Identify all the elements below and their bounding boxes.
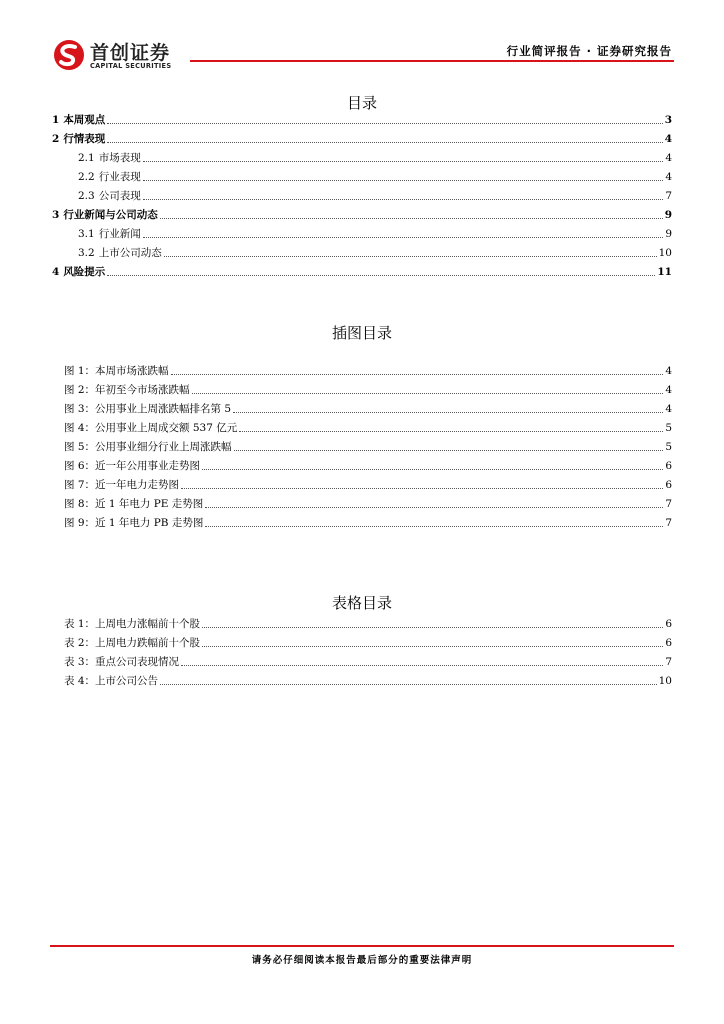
footer-divider	[50, 945, 674, 947]
figure-item[interactable]: 图 6：近一年公用事业走势图 6	[64, 460, 672, 472]
table-item[interactable]: 表 4：上市公司公告 10	[64, 675, 672, 687]
toc-item[interactable]: 3.1 行业新闻 9	[78, 228, 672, 240]
toc-item[interactable]: 4 风险提示 11	[52, 266, 672, 278]
figure-item[interactable]: 图 9：近 1 年电力 PB 走势图 7	[64, 517, 672, 529]
legal-disclaimer: 请务必仔细阅读本报告最后部分的重要法律声明	[251, 955, 473, 966]
figure-item[interactable]: 图 2：年初至今市场涨跌幅 4	[64, 384, 672, 396]
table-item[interactable]: 表 2：上周电力跌幅前十个股 6	[64, 637, 672, 649]
figure-item[interactable]: 图 3：公用事业上周涨跌幅排名第 5 4	[64, 403, 672, 415]
figure-item[interactable]: 图 8：近 1 年电力 PE 走势图 7	[64, 498, 672, 510]
toc-item[interactable]: 2.2 行业表现 4	[78, 171, 672, 183]
report-type-tag: 行业简评报告 · 证券研究报告	[506, 44, 672, 58]
tables-title: 表格目录	[331, 594, 392, 612]
toc-item[interactable]: 1 本周观点 3	[52, 114, 672, 126]
table-item[interactable]: 表 3：重点公司表现情况 7	[64, 656, 672, 668]
header-divider	[190, 60, 674, 62]
figure-item[interactable]: 图 7：近一年电力走势图 6	[64, 479, 672, 491]
logo-text-cn: 首创证券	[90, 42, 171, 64]
toc-title: 目录	[346, 94, 377, 112]
figure-item[interactable]: 图 5：公用事业细分行业上周涨跌幅 5	[64, 441, 672, 453]
toc-item[interactable]: 2.3 公司表现 7	[78, 190, 672, 202]
figure-item[interactable]: 图 1：本周市场涨跌幅 4	[64, 365, 672, 377]
figures-list	[52, 359, 672, 530]
logo-text-en: CAPITAL SECURITIES	[90, 62, 172, 70]
figures-title: 插图目录	[331, 324, 392, 342]
toc-item[interactable]: 2 行情表现 4	[52, 133, 672, 145]
logo-emblem-icon	[52, 38, 86, 72]
tables-list	[52, 612, 672, 688]
table-item[interactable]: 表 1：上周电力涨幅前十个股 6	[64, 618, 672, 630]
toc-item[interactable]: 2.1 市场表现 4	[78, 152, 672, 164]
company-logo	[52, 38, 192, 72]
toc-item[interactable]: 3.2 上市公司动态 10	[78, 247, 672, 259]
figure-item[interactable]: 图 4：公用事业上周成交额 537 亿元 5	[64, 422, 672, 434]
toc-list	[52, 108, 672, 279]
toc-item[interactable]: 3 行业新闻与公司动态 9	[52, 209, 672, 221]
